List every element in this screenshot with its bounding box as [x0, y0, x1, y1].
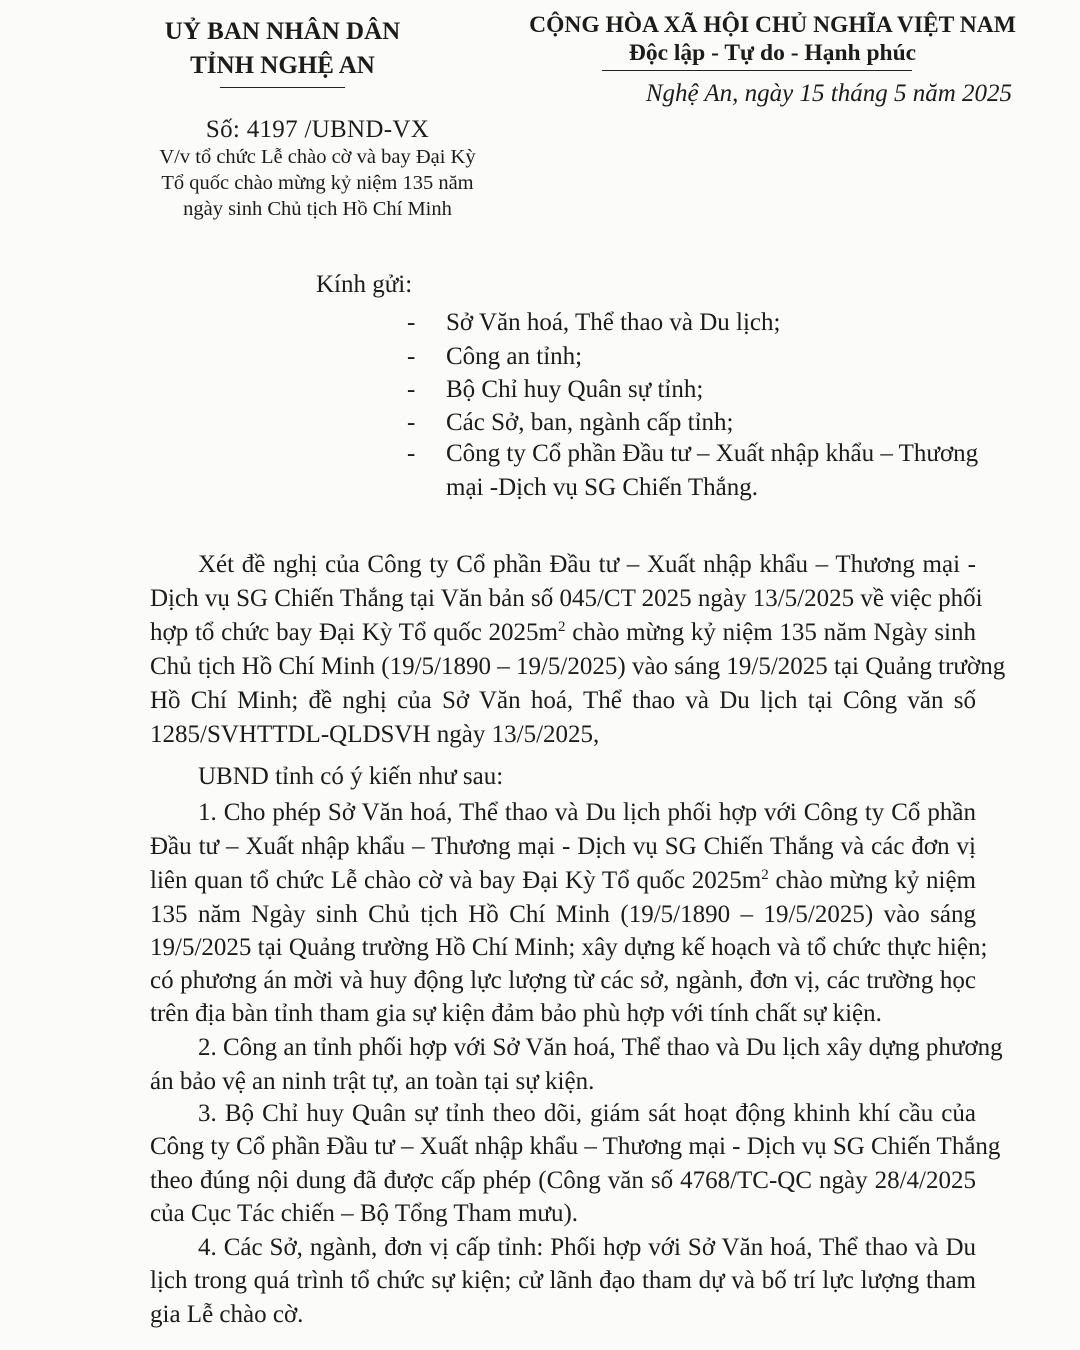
- motto-underline: [602, 70, 912, 71]
- body-text: chào mừng kỷ niệm: [768, 867, 976, 894]
- body-line: 4. Các Sở, ngành, đơn vị cấp tỉnh: Phối hợp với Sở Văn hoá, Thể thao và Du: [198, 1234, 976, 1261]
- issuer-province: TỈNH NGHỆ AN: [190, 52, 375, 79]
- body-line: có phương án mời và huy động lực lượng từ các sở, ngành, đơn vị, các trường học: [150, 967, 976, 994]
- greeting: Kính gửi:: [316, 271, 413, 298]
- body-text: liên quan tổ chức Lễ chào cờ và bay Đại Kỳ Tổ quốc 2025m: [150, 867, 762, 894]
- subject-line: V/v tổ chức Lễ chào cờ và bay Đại Kỳ: [159, 146, 476, 168]
- body-line: theo đúng nội dung đã được cấp phép (Công văn số 4768/TC-QC ngày 28/4/2025: [150, 1167, 976, 1194]
- subject-line: Tổ quốc chào mừng kỷ niệm 135 năm: [161, 172, 474, 194]
- body-line: Dịch vụ SG Chiến Thắng tại Văn bản số 045/CT 2025 ngày 13/5/2025 về việc phối: [150, 585, 983, 612]
- body-line: 3. Bộ Chỉ huy Quân sự tỉnh theo dõi, giám sát hoạt động khinh khí cầu của: [198, 1100, 976, 1127]
- bullet-dash: -: [407, 343, 416, 370]
- body-line: 135 năm Ngày sinh Chủ tịch Hồ Chí Minh (19/5/1890 – 19/5/2025) vào sáng: [150, 901, 976, 928]
- recipient-label: Công ty Cổ phần Đầu tư – Xuất nhập khẩu – Thương: [446, 440, 979, 467]
- body-line: Chủ tịch Hồ Chí Minh (19/5/1890 – 19/5/2025) vào sáng 19/5/2025 tại Quảng trường: [150, 653, 1006, 680]
- bullet-dash: -: [407, 440, 416, 467]
- body-line: Công ty Cổ phần Đầu tư – Xuất nhập khẩu – Thương mại - Dịch vụ SG Chiến Thắng: [150, 1133, 1001, 1160]
- body-line: 1285/SVHTTDL-QLDSVH ngày 13/5/2025,: [150, 721, 600, 748]
- body-line: 1. Cho phép Sở Văn hoá, Thể thao và Du lịch phối hợp với Công ty Cổ phần: [198, 799, 976, 826]
- recipient-label: Các Sở, ban, ngành cấp tỉnh;: [446, 409, 734, 436]
- body-line: 2. Công an tỉnh phối hợp với Sở Văn hoá, Thể thao và Du lịch xây dựng phương: [198, 1034, 1003, 1061]
- superscript-2: 2: [761, 867, 769, 883]
- national-title: CỘNG HÒA XÃ HỘI CHỦ NGHĨA VIỆT NAM: [529, 12, 1016, 38]
- recipient-label: Công an tỉnh;: [446, 343, 583, 370]
- recipient-label: Bộ Chỉ huy Quân sự tỉnh;: [446, 376, 704, 403]
- document-number: Số: 4197 /UBND-VX: [205, 116, 430, 143]
- body-line: 19/5/2025 tại Quảng trường Hồ Chí Minh; xây dựng kế hoạch và tổ chức thực hiện;: [150, 934, 988, 961]
- body-line: gia Lễ chào cờ.: [150, 1301, 304, 1328]
- national-motto: Độc lập - Tự do - Hạnh phúc: [628, 40, 917, 66]
- body-text: hợp tổ chức bay Đại Kỳ Tổ quốc 2025m: [150, 619, 558, 646]
- body-line: Đầu tư – Xuất nhập khẩu – Thương mại - Dịch vụ SG Chiến Thắng và các đơn vị: [150, 833, 976, 860]
- body-text: chào mừng kỷ niệm 135 năm Ngày sinh: [565, 619, 976, 646]
- body-line: trên địa bàn tỉnh tham gia sự kiện đảm bảo phù hợp với tính chất sự kiện.: [150, 1000, 882, 1027]
- body-line: của Cục Tác chiến – Bộ Tổng Tham mưu).: [150, 1200, 579, 1227]
- bullet-dash: -: [407, 409, 416, 436]
- body-line: Hồ Chí Minh; đề nghị của Sở Văn hoá, Thể thao và Du lịch tại Công văn số: [150, 687, 976, 714]
- bullet-dash: -: [407, 309, 416, 336]
- subject-line: ngày sinh Chủ tịch Hồ Chí Minh: [183, 198, 452, 220]
- issuer-name: UỶ BAN NHÂN DÂN: [164, 18, 401, 45]
- body-line: Xét đề nghị của Công ty Cổ phần Đầu tư – Xuất nhập khẩu – Thương mại -: [198, 551, 976, 578]
- recipient-label: Sở Văn hoá, Thể thao và Du lịch;: [446, 309, 781, 336]
- issue-date: Nghệ An, ngày 15 tháng 5 năm 2025: [645, 80, 1012, 107]
- body-line: án bảo vệ an ninh trật tự, an toàn tại sự kiện.: [150, 1068, 595, 1095]
- recipient-label: mại -Dịch vụ SG Chiến Thắng.: [446, 474, 758, 501]
- issuer-underline: [220, 87, 345, 88]
- body-line: UBND tỉnh có ý kiến như sau:: [198, 763, 504, 790]
- body-line: [150, 866, 976, 896]
- superscript-2: 2: [557, 619, 566, 635]
- bullet-dash: -: [407, 376, 416, 403]
- body-line: lịch trong quá trình tổ chức sự kiện; cử lãnh đạo tham dự và bố trí lực lượng tham: [150, 1267, 976, 1294]
- body-line: [150, 618, 976, 648]
